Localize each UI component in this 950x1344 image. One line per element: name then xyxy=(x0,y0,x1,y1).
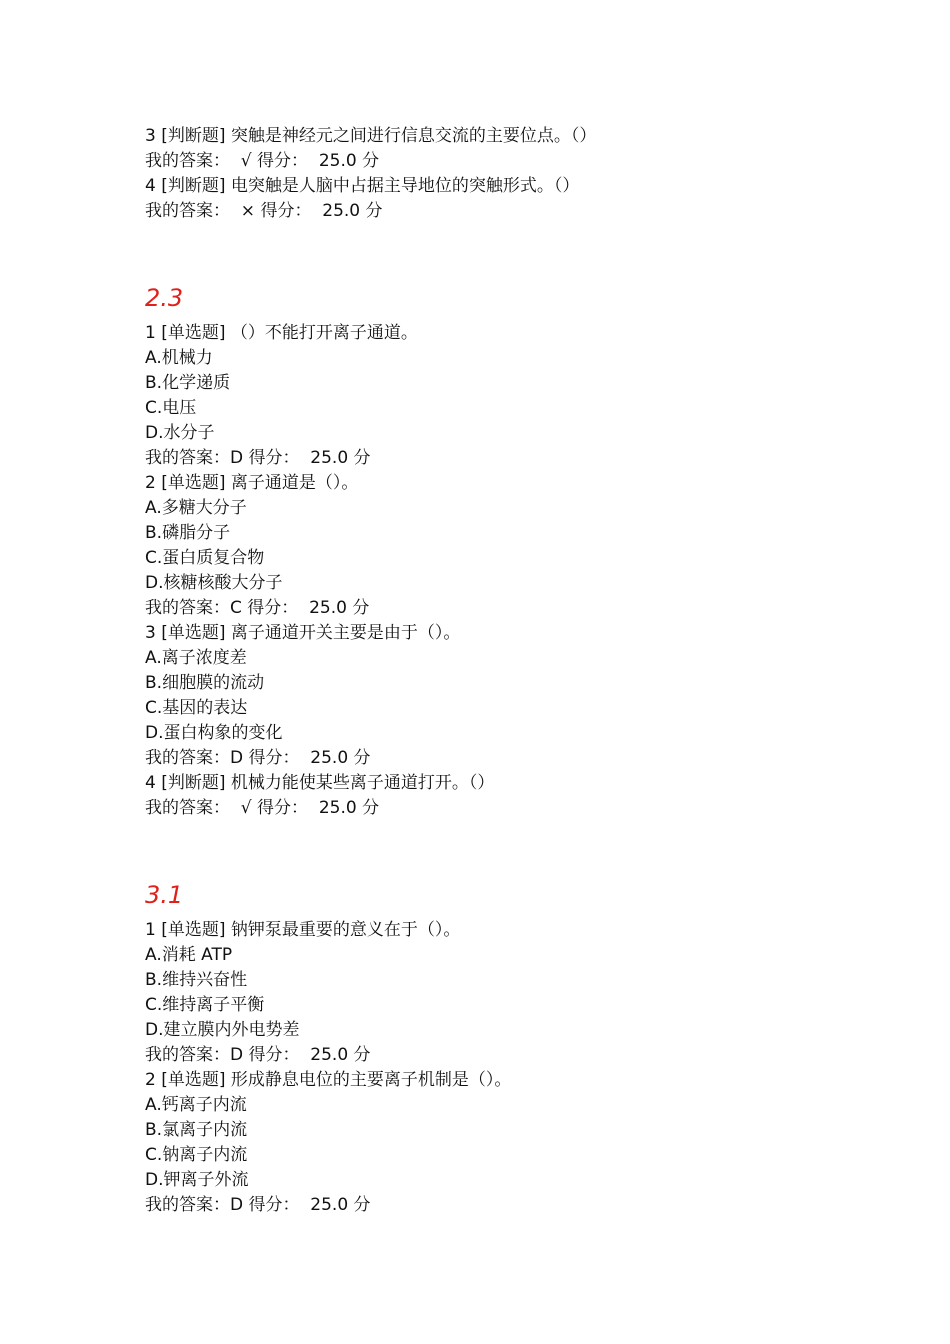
section-prev xyxy=(145,124,596,224)
question-line: 1 [单选题] （）不能打开离子通道。 xyxy=(145,323,418,343)
option-line: B.维持兴奋性 xyxy=(145,970,248,990)
section-heading: 2.3 xyxy=(145,284,184,312)
question-line: 1 [单选题] 钠钾泵最重要的意义在于（）。 xyxy=(145,920,461,940)
option-line: D.蛋白构象的变化 xyxy=(145,723,283,743)
answer-line: 我的答案：D 得分： 25.0 分 xyxy=(145,748,371,768)
option-line: C.维持离子平衡 xyxy=(145,995,265,1015)
option-line: A.多糖大分子 xyxy=(145,498,247,518)
option-line: D.钾离子外流 xyxy=(145,1170,249,1190)
question-line: 4 [判断题] 机械力能使某些离子通道打开。（） xyxy=(145,773,495,793)
option-line: B.磷脂分子 xyxy=(145,523,231,543)
answer-line: 我的答案：D 得分： 25.0 分 xyxy=(145,1045,371,1065)
option-line: A.消耗 ATP xyxy=(145,945,233,965)
option-line: A.离子浓度差 xyxy=(145,648,247,668)
question-line: 3 [单选题] 离子通道开关主要是由于（）。 xyxy=(145,623,461,643)
answer-line: 我的答案： × 得分： 25.0 分 xyxy=(145,201,383,221)
option-line: A.机械力 xyxy=(145,348,213,368)
question-line: 3 [判断题] 突触是神经元之间进行信息交流的主要位点。（） xyxy=(145,126,597,146)
option-line: C.钠离子内流 xyxy=(145,1145,248,1165)
answer-line: 我的答案： √ 得分： 25.0 分 xyxy=(145,798,380,818)
option-line: C.蛋白质复合物 xyxy=(145,548,265,568)
answer-line: 我的答案： √ 得分： 25.0 分 xyxy=(145,151,380,171)
answer-line: 我的答案：C 得分： 25.0 分 xyxy=(145,598,370,618)
section-heading: 3.1 xyxy=(145,881,184,909)
answer-line: 我的答案：D 得分： 25.0 分 xyxy=(145,448,371,468)
option-line: B.细胞膜的流动 xyxy=(145,673,265,693)
option-line: D.水分子 xyxy=(145,423,215,443)
question-line: 2 [单选题] 离子通道是（）。 xyxy=(145,473,359,493)
option-line: C.电压 xyxy=(145,398,197,418)
option-line: D.核糖核酸大分子 xyxy=(145,573,283,593)
section-3-1 xyxy=(145,880,511,1218)
option-line: A.钙离子内流 xyxy=(145,1095,247,1115)
answer-line: 我的答案：D 得分： 25.0 分 xyxy=(145,1195,371,1215)
question-line: 2 [单选题] 形成静息电位的主要离子机制是（）。 xyxy=(145,1070,512,1090)
option-line: D.建立膜内外电势差 xyxy=(145,1020,300,1040)
option-line: C.基因的表达 xyxy=(145,698,248,718)
question-line: 4 [判断题] 电突触是人脑中占据主导地位的突触形式。（） xyxy=(145,176,580,196)
section-2-3 xyxy=(145,283,494,821)
option-line: B.化学递质 xyxy=(145,373,231,393)
option-line: B.氯离子内流 xyxy=(145,1120,248,1140)
